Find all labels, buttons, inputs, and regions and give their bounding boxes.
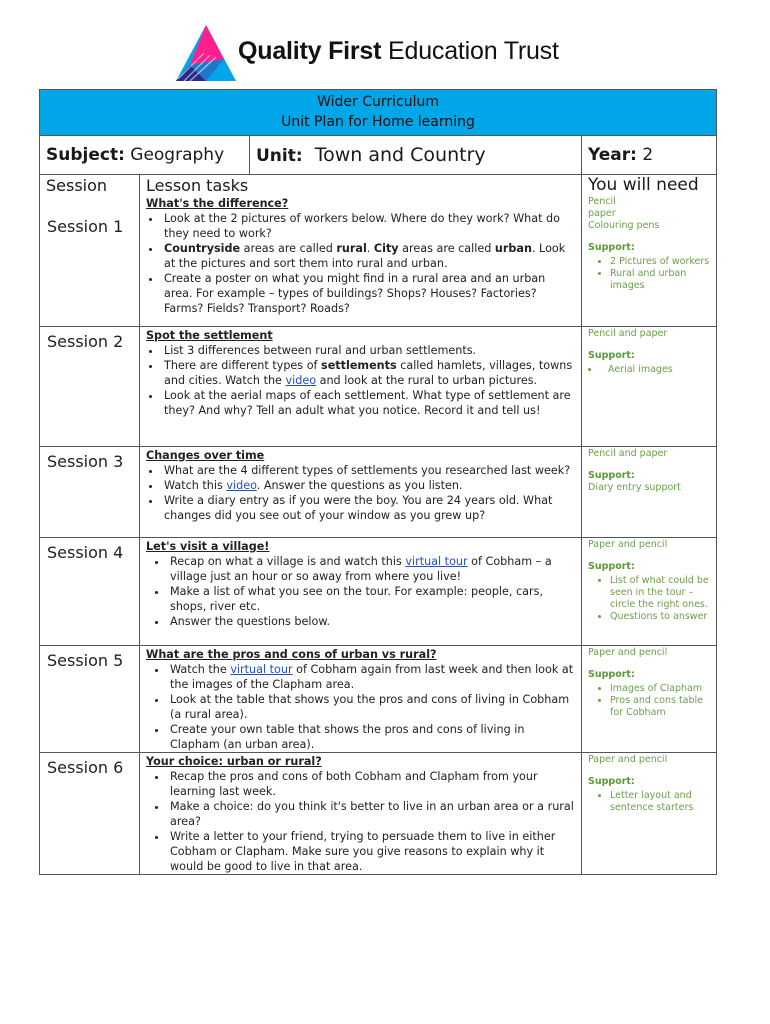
need-cell xyxy=(582,645,717,752)
video-link[interactable]: video xyxy=(285,373,317,387)
subject-value: Geography xyxy=(124,145,225,165)
task-text: . Look at the pictures and sort them into rural and urban. xyxy=(164,242,566,270)
table-row xyxy=(40,195,717,326)
bold-term: rural xyxy=(336,242,367,255)
brand-name xyxy=(238,37,559,66)
task-item: • Write a letter to your friend, trying to persuade them to live in either Cobham or Clapham. Make sure you give reasons to explain why it would be good to live in that area. xyxy=(168,829,577,874)
support-item: • Letter layout and sentence starters xyxy=(610,790,712,814)
col-need: You will need xyxy=(582,175,717,196)
task-item: • Look at the 2 pictures of workers below. Where do they work? What do they need to work? xyxy=(162,211,577,241)
table-row xyxy=(40,752,717,874)
lesson-title: What are the pros and cons of urban vs rural? xyxy=(146,647,437,661)
support-item: Diary entry support xyxy=(588,481,681,493)
support-label: Support: xyxy=(588,668,635,680)
need-item: paper xyxy=(588,208,616,219)
subject-cell xyxy=(40,136,250,174)
task-text: Watch this xyxy=(164,478,227,492)
virtual-tour-link[interactable]: virtual tour xyxy=(405,554,468,568)
task-item xyxy=(168,554,577,584)
task-item: • Look at the table that shows you the pros and cons of living in Cobham (a rural area). xyxy=(168,692,577,722)
task-item: • Answer the questions below. xyxy=(168,614,577,629)
session-label: Session 4 xyxy=(40,537,140,645)
unit-value: Town and Country xyxy=(302,144,486,166)
video-link[interactable]: video xyxy=(226,478,257,492)
lesson-title: Let's visit a village! xyxy=(146,539,270,553)
session-label: Session 1 xyxy=(40,195,140,326)
task-text: areas are called xyxy=(240,242,337,255)
task-item: • Make a list of what you see on the tour. For example: people, cars, shops, river etc. xyxy=(168,584,577,614)
task-text: of Cobham – a village just an hour or so away from where you live! xyxy=(170,554,552,583)
support-label: Support: xyxy=(588,242,635,253)
need-item: Paper and pencil xyxy=(588,753,668,765)
support-label: Support: xyxy=(588,560,635,572)
task-item xyxy=(162,358,577,388)
need-item: Pencil and paper xyxy=(588,447,668,459)
task-item xyxy=(162,241,577,271)
task-text: Recap on what a village is and watch this xyxy=(170,554,406,568)
task-text: . xyxy=(366,242,374,255)
year-value: 2 xyxy=(636,145,654,165)
support-item: • Aerial images xyxy=(600,364,712,376)
task-text: There are different types of xyxy=(164,358,322,372)
lesson-tasks xyxy=(140,195,582,326)
lesson-title: Spot the settlement xyxy=(146,328,273,342)
unit-label: Unit: xyxy=(256,146,303,166)
banner-line1: Wider Curriculum xyxy=(317,94,439,110)
need-item: Paper and pencil xyxy=(588,646,668,658)
task-item xyxy=(168,662,577,692)
brand-name-bold: Quality First xyxy=(238,37,382,65)
lesson-tasks xyxy=(140,645,582,752)
task-text: Watch the xyxy=(170,662,231,676)
task-item: • List 3 differences between rural and urban settlements. xyxy=(162,343,577,358)
task-item: • Make a choice: do you think it's better to live in an urban area or a rural area? xyxy=(168,799,577,829)
task-item: • Recap the pros and cons of both Cobham and Clapham from your learning last week. xyxy=(168,769,577,799)
lesson-title: Changes over time xyxy=(146,448,265,462)
session-label: Session 3 xyxy=(40,446,140,537)
support-item: • 2 Pictures of workers xyxy=(610,256,712,268)
support-label: Support: xyxy=(588,469,635,481)
lesson-title: Your choice: urban or rural? xyxy=(146,754,322,768)
col-tasks: Lesson tasks xyxy=(140,175,582,196)
year-label: Year: xyxy=(588,145,637,165)
task-item xyxy=(162,478,577,493)
virtual-tour-link[interactable]: virtual tour xyxy=(230,662,293,676)
subject-unit-cell xyxy=(40,136,582,175)
task-item: • What are the 4 different types of settlements you researched last week? xyxy=(162,463,577,478)
support-item: • Questions to answer xyxy=(610,611,712,623)
table-row xyxy=(40,326,717,446)
session-label: Session 2 xyxy=(40,326,140,446)
task-item: • Look at the aerial maps of each settlement. What type of settlement are they? And why? Tell an adult what you notice. Record it and tell us! xyxy=(162,388,577,418)
task-item: • Create your own table that shows the pros and cons of living in Clapham (an urban area). xyxy=(168,722,577,752)
table-row xyxy=(40,537,717,645)
lesson-title: What's the difference? xyxy=(146,197,289,210)
table-row xyxy=(40,446,717,537)
year-cell xyxy=(582,136,717,175)
task-text: of Cobham again from last week and then look at the images of the Clapham area. xyxy=(170,662,574,691)
brand-name-rest: Education Trust xyxy=(381,37,559,65)
need-cell xyxy=(582,537,717,645)
banner-line2: Unit Plan for Home learning xyxy=(281,114,475,130)
lesson-tasks xyxy=(140,446,582,537)
trust-logo xyxy=(176,25,236,81)
bold-term: Countryside xyxy=(164,242,241,255)
table-row xyxy=(40,645,717,752)
bold-term: settlements xyxy=(321,358,397,372)
task-text: called hamlets, villages, towns and cities. Watch the xyxy=(164,358,573,387)
task-text: and look at the rural to urban pictures. xyxy=(316,373,538,387)
lesson-tasks xyxy=(140,326,582,446)
support-item: • Rural and urban images xyxy=(610,268,712,292)
support-item: • List of what could be seen in the tour – circle the right ones. xyxy=(610,575,712,611)
support-item: • Images of Clapham xyxy=(610,683,712,695)
need-cell xyxy=(582,195,717,326)
need-item: Paper and pencil xyxy=(588,538,668,550)
support-label: Support: xyxy=(588,775,635,787)
col-session: Session xyxy=(40,175,140,196)
need-cell xyxy=(582,326,717,446)
session-label: Session 6 xyxy=(40,752,140,874)
support-item: • Pros and cons table for Cobham xyxy=(610,695,712,719)
subject-label: Subject: xyxy=(46,145,125,165)
task-text: . Answer the questions as you listen. xyxy=(256,478,463,492)
task-item: • Create a poster on what you might find in a rural area and an urban area. For example – types of buildings? Shops? Houses? Factories? Farms? Fields? Transport? Roads? xyxy=(162,271,577,316)
lesson-tasks xyxy=(140,537,582,645)
lesson-tasks xyxy=(140,752,582,874)
unit-cell xyxy=(250,144,486,166)
plan-banner xyxy=(40,90,717,136)
need-item: Pencil xyxy=(588,196,616,207)
unit-plan-table xyxy=(39,89,717,875)
task-text: areas are called xyxy=(398,242,495,255)
need-item: Pencil and paper xyxy=(588,327,668,339)
need-cell xyxy=(582,752,717,874)
bold-term: urban xyxy=(494,242,532,255)
need-item: Colouring pens xyxy=(588,220,660,231)
bold-term: City xyxy=(373,242,399,255)
need-cell xyxy=(582,446,717,537)
session-label: Session 5 xyxy=(40,645,140,752)
task-item: • Write a diary entry as if you were the boy. You are 24 years old. What changes did you see out of your window as you grew up? xyxy=(162,493,577,523)
support-label: Support: xyxy=(588,349,635,361)
